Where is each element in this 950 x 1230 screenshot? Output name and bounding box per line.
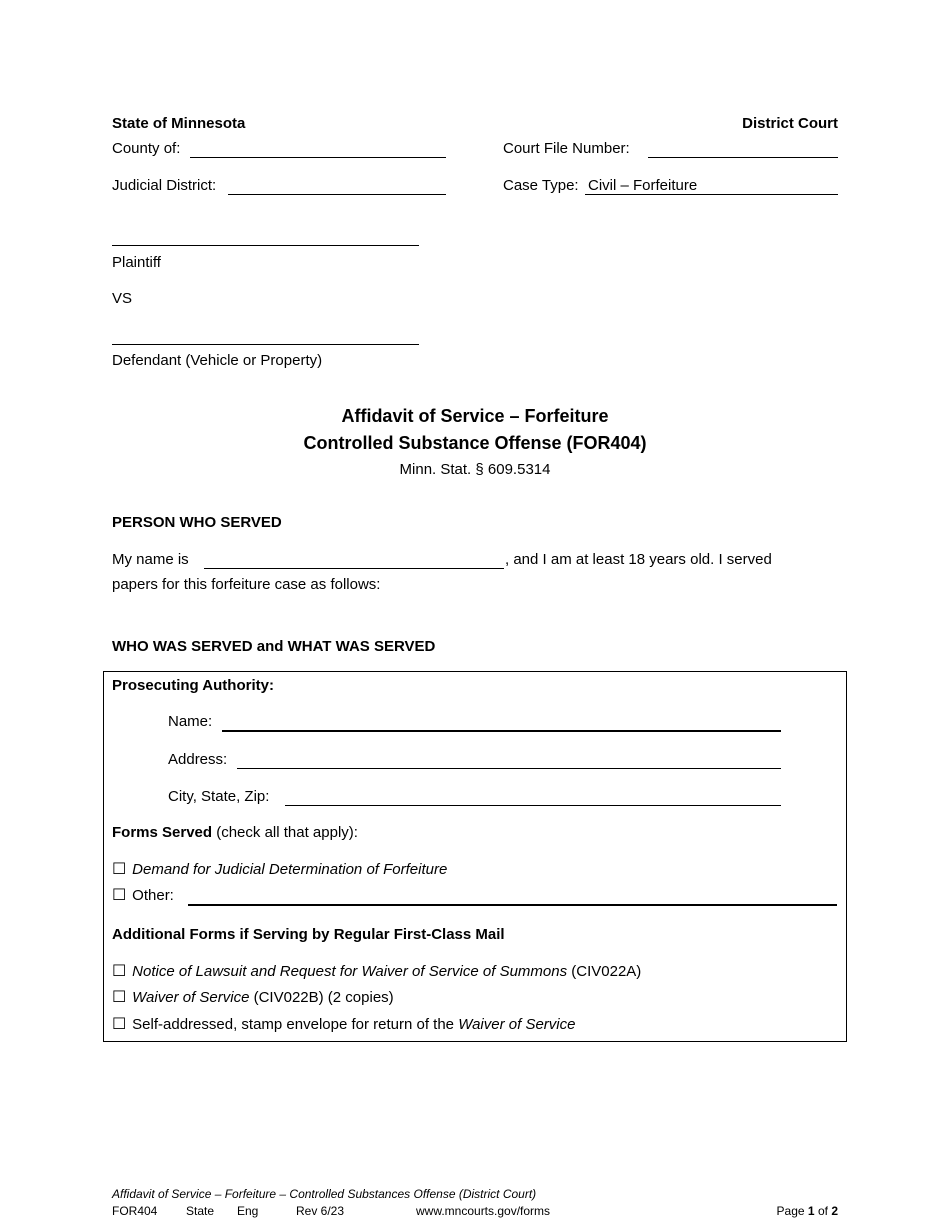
authority-name-field[interactable] <box>222 730 781 732</box>
vs-label: VS <box>112 290 133 307</box>
page-total: 2 <box>831 1204 838 1218</box>
page-of: of <box>817 1204 828 1218</box>
form-title-line1: Affidavit of Service – Forfeiture <box>341 406 609 426</box>
other-checkbox[interactable]: ☐ <box>112 887 127 904</box>
additional-form-envelope <box>112 1016 575 1034</box>
footer-revision: Rev 6/23 <box>296 1204 345 1218</box>
authority-name-label: Name: <box>168 713 213 730</box>
plaintiff-label: Plaintiff <box>112 254 161 271</box>
other-field[interactable] <box>188 904 837 906</box>
forms-served-label <box>112 824 358 842</box>
page-prefix: Page <box>776 1204 805 1218</box>
server-name-field[interactable] <box>204 568 504 569</box>
case-type-label: Case Type: <box>503 177 579 194</box>
authority-address-field[interactable] <box>237 768 781 769</box>
forms-served-heading: Forms Served <box>112 824 213 841</box>
served-line2: papers for this forfeiture case as follows: <box>112 576 381 593</box>
waiver-checkbox[interactable]: ☐ <box>112 989 127 1006</box>
envelope-waiver-label: Waiver of Service <box>458 1016 576 1033</box>
who-served-heading: WHO WAS SERVED and WHAT WAS SERVED <box>112 638 436 655</box>
other-label: Other: <box>132 887 174 904</box>
additional-form-waiver <box>112 989 394 1007</box>
envelope-label: Self-addressed, stamp envelope for return of the <box>132 1016 455 1033</box>
prosecuting-authority-heading: Prosecuting Authority: <box>112 677 274 694</box>
waiver-code: (CIV022B) (2 copies) <box>253 989 394 1006</box>
statute-citation: Minn. Stat. § 609.5314 <box>399 461 551 478</box>
demand-label: Demand for Judicial Determination of Forfeiture <box>132 861 448 878</box>
footer-language: Eng <box>237 1204 259 1218</box>
footer-url[interactable]: www.mncourts.gov/forms <box>416 1204 551 1218</box>
footer-title: Affidavit of Service – Forfeiture – Controlled Substances Offense (District Court) <box>112 1187 537 1201</box>
defendant-label: Defendant (Vehicle or Property) <box>112 352 323 369</box>
name-prefix: My name is <box>112 551 189 568</box>
waiver-label: Waiver of Service <box>132 989 250 1006</box>
authority-city-field[interactable] <box>285 805 781 806</box>
case-type-value: Civil – Forfeiture <box>588 177 698 194</box>
defendant-field[interactable] <box>112 344 419 345</box>
authority-address-label: Address: <box>168 751 228 768</box>
notice-code: (CIV022A) <box>571 963 642 980</box>
footer-page-number <box>700 1202 838 1220</box>
envelope-checkbox[interactable]: ☐ <box>112 1016 127 1033</box>
notice-checkbox[interactable]: ☐ <box>112 963 127 980</box>
service-details-box <box>103 671 847 1042</box>
authority-city-label: City, State, Zip: <box>168 788 270 805</box>
judicial-district-label: Judicial District: <box>112 177 217 194</box>
footer-state: State <box>186 1204 215 1218</box>
judicial-district-field[interactable] <box>228 194 446 195</box>
form-other-option <box>112 887 174 905</box>
demand-checkbox[interactable]: ☐ <box>112 861 127 878</box>
county-label: County of: <box>112 140 181 157</box>
form-demand-option <box>112 861 447 879</box>
court-file-field[interactable] <box>648 157 838 158</box>
form-title-line2: Controlled Substance Offense (FOR404) <box>303 433 647 453</box>
county-field[interactable] <box>190 157 446 158</box>
notice-label: Notice of Lawsuit and Request for Waiver of Service of Summons <box>132 963 568 980</box>
court-label: District Court <box>742 115 838 132</box>
state-label: State of Minnesota <box>112 115 246 132</box>
court-file-label: Court File Number: <box>503 140 630 157</box>
name-suffix: , and I am at least 18 years old. I served <box>505 551 772 568</box>
forms-served-note: (check all that apply): <box>216 824 358 841</box>
footer-form-number: FOR404 <box>112 1204 158 1218</box>
plaintiff-field[interactable] <box>112 245 419 246</box>
page-current: 1 <box>807 1204 815 1218</box>
person-served-heading: PERSON WHO SERVED <box>112 514 282 531</box>
additional-forms-heading: Additional Forms if Serving by Regular First-Class Mail <box>112 926 505 943</box>
additional-form-notice <box>112 963 641 981</box>
